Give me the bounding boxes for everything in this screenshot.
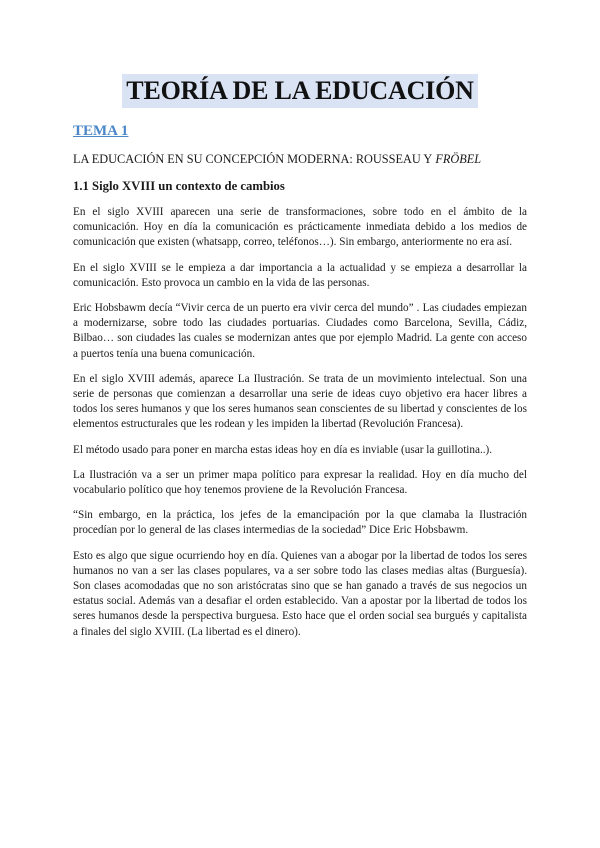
paragraph-4: En el siglo XVIII además, aparece La Ilustración. Se trata de un movimiento intelectual. Son una serie de personas que comienzan a desarrollar una serie de ideas cuyo objetivo era hacer libres a todos los seres humanos y que los seres humanos sean conscientes de su libertad y conscientes de los elementos estructurales que les rodean y les impiden la libertad (Revolución Francesa).	[73, 372, 527, 431]
subtitle-italic: FRÖBEL	[435, 152, 482, 166]
tema-heading: TEMA 1	[73, 123, 129, 139]
chapter-subtitle	[73, 151, 527, 167]
title-wrapper	[73, 0, 527, 108]
paragraph-6: La Ilustración va a ser un primer mapa político para expresar la realidad. Hoy en día mucho del vocabulario político que hoy tenemos proviene de la Revolución Francesa.	[73, 468, 527, 497]
subtitle-main: LA EDUCACIÓN EN SU CONCEPCIÓN MODERNA: ROUSSEAU Y	[73, 152, 433, 166]
paragraph-8: Esto es algo que sigue ocurriendo hoy en día. Quienes van a abogar por la libertad de todos los seres humanos no van a ser las clases populares, va a ser sobre todo las clases medias altas (Burguesía). Son clases acomodadas que no son aristócratas sino que se han ganado a través de sus negocios un estatus social. Además van a desafiar el orden establecido. Van a apostar por la libertad de todos los seres humanos desde la perspectiva burguesa. Esto hace que el orden social sea burgués y capitalista a finales del siglo XVIII. (La libertad es el dinero).	[73, 549, 527, 638]
paragraph-1: En el siglo XVIII aparecen una serie de transformaciones, sobre todo en el ámbito de la comunicación. Hoy en día la comunicación es prácticamente inmediata debido a los medios de comunicación que existen (whatsapp, correo, teléfonos…). Sin embargo, anteriormente no era así.	[73, 206, 527, 249]
paragraph-3: Eric Hobsbawm decía “Vivir cerca de un puerto era vivir cerca del mundo” . Las ciudades empiezan a modernizarse, sobre todo las ciudades portuarias. Ciudades como Barcelona, Sevilla, Cádiz, Bilbao… son ciudades las cuales se modernizan antes que por ejemplo Madrid. La gente con acceso a puertos tenía una buena comunicación.	[73, 302, 527, 360]
paragraph-2: En el siglo XVIII se le empieza a dar importancia a la actualidad y se empieza a desarrollar la comunicación. Esto provoca un cambio en la vida de las personas.	[73, 261, 527, 289]
section-heading: 1.1 Siglo XVIII un contexto de cambios	[73, 179, 285, 193]
paragraph-7: “Sin embargo, en la práctica, los jefes de la emancipación por la que clamaba la Ilustración procedían por lo general de las clases intermedias de la sociedad” Dice Eric Hobsbawm.	[73, 509, 527, 537]
paragraph-5: El método usado para poner en marcha estas ideas hoy en día es inviable (usar la guillotina..).	[73, 443, 493, 456]
document-title: TEORÍA DE LA EDUCACIÓN	[122, 74, 477, 108]
